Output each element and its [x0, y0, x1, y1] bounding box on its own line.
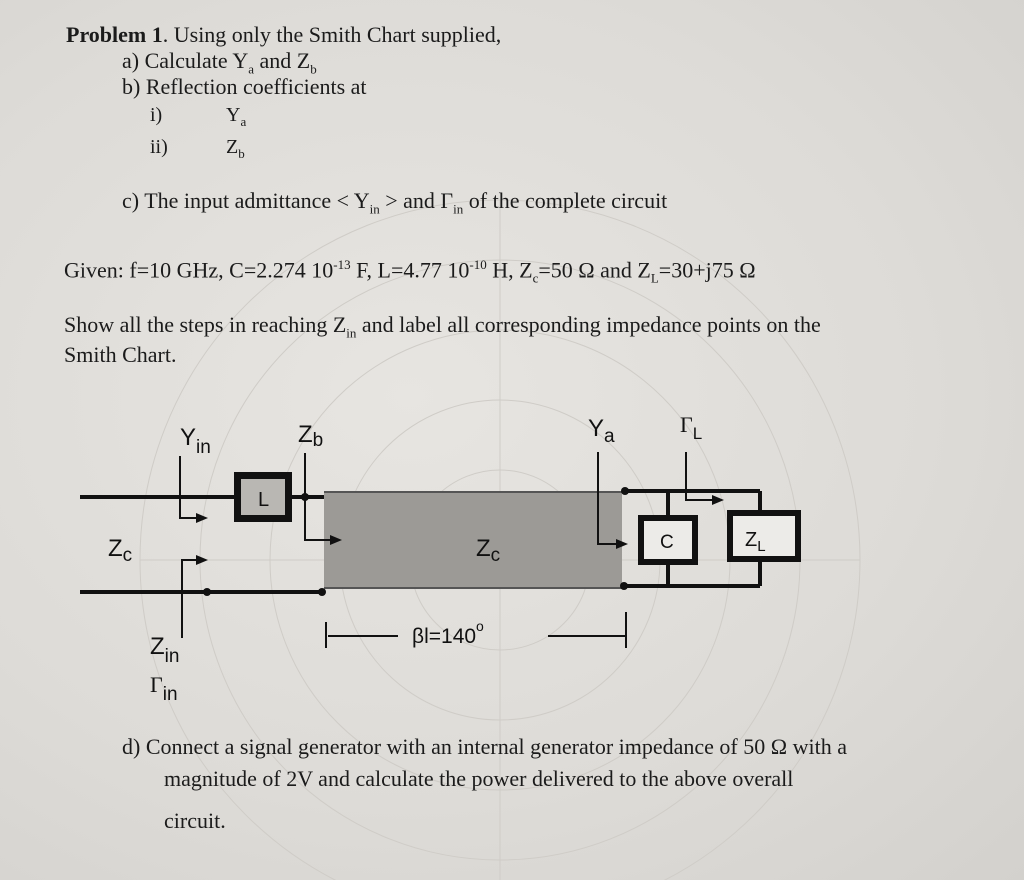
show-t3: Smith Chart.: [64, 342, 177, 367]
junction-dot: [203, 588, 211, 596]
part-b-text: Reflection coefficients at: [145, 74, 367, 99]
part-c-t2: > and Γ: [379, 188, 454, 213]
part-c-t1: The input admittance < Y: [144, 188, 370, 213]
part-d-text1: Connect a signal generator with an internal generator impedance of 50 Ω with a: [145, 734, 847, 759]
part-b-marker: b): [122, 74, 141, 99]
given-s2: L: [650, 270, 659, 286]
part-d-line2: [164, 766, 793, 792]
label-gamma-in: Γin: [150, 672, 178, 705]
junction-dot: [318, 588, 326, 596]
beta-length-label: $\beta l=140^o$: [412, 618, 484, 648]
given-e2: -10: [469, 257, 487, 272]
part-d-text2: magnitude of 2V and calculate the power delivered to the above overall: [164, 766, 794, 791]
given-e1: -13: [333, 257, 351, 272]
part-a-text: Calculate Y: [144, 48, 249, 73]
part-d-marker: d): [122, 734, 141, 759]
part-d-line1: [122, 734, 847, 760]
label-zb: Zb: [298, 421, 324, 451]
label-zc-left: $Z_c$: [108, 535, 133, 566]
junction-dot: [620, 582, 628, 590]
part-a-sub-a: a: [248, 61, 255, 77]
part-a-sub-b: b: [310, 61, 317, 77]
load-label: $Z_L$: [745, 529, 766, 555]
yin-marker: [180, 456, 196, 518]
gl-arrow-icon: [712, 495, 724, 505]
part-c-sub2: in: [453, 201, 464, 217]
part-c-sub1: in: [369, 201, 380, 217]
label-ya: $Y_a$: [588, 415, 615, 447]
junction-dot: [621, 487, 629, 495]
show-t1: Show all the steps in reaching Z: [64, 312, 347, 337]
part-a-marker: a): [122, 48, 140, 73]
part-b-ii-sub: b: [238, 146, 245, 161]
part-b-ii-marker: ii): [150, 136, 168, 158]
part-a-mid: and Z: [254, 48, 311, 73]
inductor-label: L: [258, 489, 270, 511]
zin-marker: [182, 560, 196, 638]
given-p4: =50 Ω and Z: [538, 257, 651, 283]
part-c-t3: of the complete circuit: [463, 188, 668, 213]
given-p1: Given: f=10 GHz, C=2.274 10: [64, 257, 334, 283]
problem-intro: . Using only the Smith Chart supplied,: [162, 22, 502, 47]
given-p5: =30+j75 Ω: [658, 257, 756, 283]
label-zc-line: $Z_c$: [476, 535, 501, 566]
show-sub: in: [346, 325, 357, 341]
zin-arrow-icon: [196, 555, 208, 565]
part-d-line3: [164, 808, 226, 834]
label-zin: $Z_{in}$: [150, 633, 180, 667]
given-p2: F, L=4.77 10: [350, 257, 470, 283]
label-yin: $Y_{in}$: [180, 424, 211, 458]
transmission-line-body: [324, 492, 622, 588]
show-t2: and label all corresponding impedance points on the: [356, 312, 821, 337]
part-b-i-marker: i): [150, 104, 163, 126]
part-b-i-sym: Y: [226, 104, 241, 126]
given-p3: H, Z: [486, 257, 533, 283]
part-d-text3: circuit.: [164, 808, 226, 833]
capacitor-label: C: [660, 532, 674, 553]
label-gamma-l: $\Gamma_L$: [680, 412, 703, 443]
part-c-marker: c): [122, 188, 140, 213]
part-b-ii-sym: Z: [226, 136, 239, 158]
part-b-i-sub: a: [240, 114, 247, 129]
yin-arrow-icon: [196, 513, 208, 523]
problem-heading: Problem 1: [66, 22, 163, 47]
given-s1: c: [532, 270, 539, 286]
